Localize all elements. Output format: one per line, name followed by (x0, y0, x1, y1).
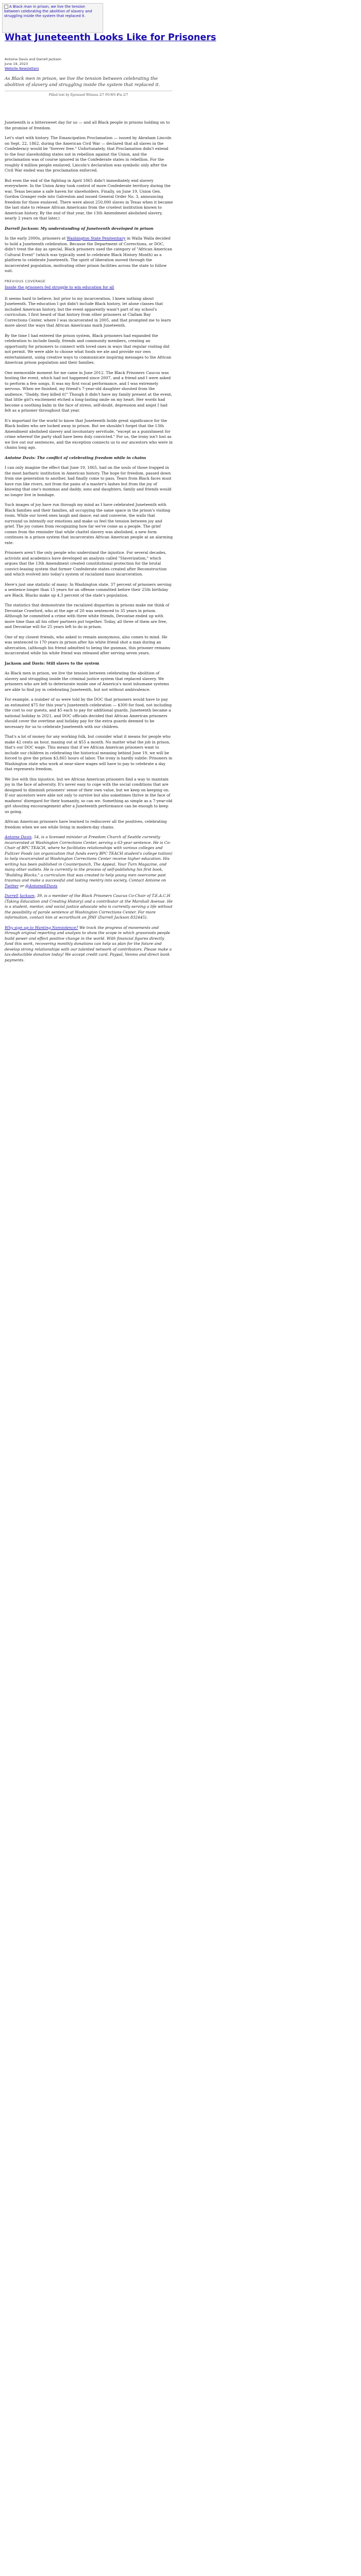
author-bio-davis: Antoine Davis, 54, is a licensed minister at Freedom Church of Seattle currently incarcerated at Washington Corrections Center, serving a 63-year sentence. He is Co-Chair of BPC TEACH, where he facilitates relationships with various colleges and Pulitzer Foods (an organization that funds every BPC TEACH student's college tuition) to help incarcerated at Washington Corrections Center receive higher education. His writing has been published in Counterpunch, The Appeal, Your Turn Magazine, and many other outlets. He is currently in the process of self-publishing his first book, "Building Blocks," a curriculum that was created to help young men overcome past traumas and make a successful and lasting reentry into society. Contact Antoine on Twitter or @AntoineEDavis (5, 835, 173, 888)
bio-davis-handle-link[interactable]: @AntoineEDavis (25, 883, 58, 888)
bio-davis-twitter-link[interactable]: Twitter (5, 883, 19, 888)
newsletter-link[interactable]: Why sign up to Wanting Nonviolence? (5, 925, 78, 930)
broken-image-icon (4, 5, 8, 9)
bio-davis-name-link[interactable]: Antoine Davis (5, 835, 32, 839)
previous-coverage-link[interactable]: Inside the prisoners fed struggle to win education for all (5, 285, 114, 290)
body-paragraph: I can only imagine the effect that June 19, 1865, had on the souls of those trapped in the most barbaric institution in American history. The hope for freedom, passed down from one generation to another, had finally come to pass. Tears from Black faces must have run like rivers, not from the pains of a master's lashes but from the joy of knowing that one's mommas and daddy, sons and daughters, family and friends would no longer live in bondage. (5, 465, 172, 497)
body-paragraph: For example, a number of us were told by the DOC that prisoners would have to pay an estimated $75 for this year's Juneteenth celebration — $300 for food, not including the cost to our guests, and $5 each to pay for additional guards. Juneteenth became a national holiday in 2021, and DOC officials decided that African American prisoners should cover the overtime and holiday pay for the extra guards deemed to be necessary for us to celebrate Juneteenth with our children. (5, 697, 172, 729)
body-paragraph: It's important for the world to know that Juneteenth holds great significance for the Black bodies who are locked away in prison. But we shouldn't forget that the 13th Amendment abolished slavery and involuntary servitude, "except as a punishment for crime whereof the party shall have been duly convicted." For us, the irony isn't lost as we live out our sentences, and the exception connects us to our ancestors who were in chains long ago. (5, 418, 173, 450)
body-paragraph: Prisoners aren't the only people who understand the injustice. For several decades, activists and academics have developed an analysis called "Slaverization," which argues that the 13th Amendment created constitutional protection for the brutal convict-leasing system that former Confederate states created after Reconstruction and which evolved into today's system of racialized mass incarceration. (5, 550, 167, 577)
article-body (5, 120, 173, 968)
previous-coverage-label: PREVIOUS COVERAGE (5, 279, 46, 283)
body-paragraph: The statistics that demonstrate the racialized disparities in prisons make me think of Devontae Crawford, who at the age of 20 was sentenced to 35 years in prison. Although he committed a crime with three white friends, Devontae ended up with more time than all his other partners put together. Today, all three of them are free, and Devontae will for 25 years left to do in prison. (5, 603, 170, 629)
byline-feedback-link[interactable]: Website Newsletters (5, 66, 39, 71)
byline-authors: Antoine Davis and Darrell Jackson (5, 57, 61, 61)
body-paragraph: In the early 2000s, prisoners at Washington State Penitentiary in Walla Walla decided to hold a Juneteenth celebration. Because the Department of Corrections, or DOC, didn't treat the day as special, Black prisoners used the category of "African American Cultural Event" (which was typically used to celebrate Black History Month) as a platform to celebrate Juneteenth. The spirit of liberation moved through the incarcerated population, motivating other prison facilities across the state to follow suit. (5, 236, 172, 273)
pull-quote-text: As Black men in prison, we live the tension between celebrating the abolition of slavery and struggling inside the system that replaced it. (5, 76, 160, 88)
body-paragraph: Such images of joy have run through my mind as I have celebrated Juneteenth with Black families and their families, all occupying the same space in the prison's visiting room. While our loved ones laugh and dance, eat and converse, the walls that surround us intensify our emotions and make us feel the tension between joy and grief. The joy comes from recognizing how far we've come as a people. The grief comes from the reminder that while chattel slavery was abolished, a new form continues in a prison system that incarcerates African American people at an alarming rate. (5, 502, 173, 545)
body-paragraph: Let's start with history. The Emancipation Proclamation — issued by Abraham Lincoln on Sept. 22, 1862, during the American Civil War — declared that all slaves in the Confederacy would be "forever free." Unfortunately, that Proclamation didn't extend to the four slaveholding states not in rebellion against the Union, and the proclamation was of course ignored in the Confederate states in rebellion. For the roughly 4 million people enslaved, Lincoln's declaration was symbolic only after the Civil War ended was the proclamation enforced. (5, 135, 172, 173)
section-heading: Antoine Davis: The conflict of celebrating freedom while in chains (5, 455, 146, 460)
hero-image-alt-text: A Black man in prison, we live the tension between celebrating the abolition of slavery and struggling inside the system that replaced it. (4, 5, 92, 18)
bio-jackson-name-link[interactable]: Darrell Jackson (5, 893, 35, 898)
author-bio-jackson: Darrell Jackson, 39, is a member of the Black Prisoners Caucus Co-Chair of T.E.A.C.H (Taking Education and Creating History) and a contributor at the Marshall Avenue. He is a student, mentor, and social justice advocate who is currently serving a life without the possibility of parole sentence at Washington Corrections Center. For more information, contact him at wcrarthurk on JPAY (Darrell Jackson 832445). (5, 893, 173, 920)
pull-quote-attribution: Pilled text by Epressed Witness 2/7 F0:W0 #\n 2/7 (48, 93, 128, 97)
section-heading: Jackson and Davis: Still slaves to the system (5, 660, 100, 666)
body-paragraph: One of my closest friends, who asked to remain anonymous, also comes to mind. He was sentenced to 170 years in prison after his white friend shot a man during an altercation, (although his friend admitted to being the gunman, this prisoner remains incarcerated while his white friend was released after serving seven years. (5, 634, 170, 655)
body-paragraph: One memorable moment for me came in June 2012. The Black Prisoners Caucus was hosting the event, which had not happened since 2007, and a friend and I were asked to perform a few songs. It was my first vocal performance, and I was extremely nervous. When we finished, my friend's 7-year-old daughter shouted from the audience, "Daddy, they killed it!" Though it didn't have my family present at the event, that little girl's excitement etched a long-lasting smile on my heart. Her words had become a soothing balm in the face of stress, self-doubt, depression and angst I had felt as a prisoner throughout that year. (5, 370, 172, 413)
body-paragraph: By the time I had entered the prison system, Black prisoners had expanded the celebration to include family, friends and community members, creating an opportunity for prisoners to connect with loved ones in ways that regular visiting did not permit. We were able to choose what foods we ate and provide our own entertainment, using creative ways to communicate inspiring messages to the African American prison population and their families. (5, 333, 172, 365)
byline-date: June 19, 2023 (5, 62, 28, 66)
body-paragraph: That's a lot of money for any working folk, but consider what it means for people who make 42 cents an hour, maxing out at $55 a month. No matter what the job in prison, that's our DOC wage. This means that if we African American prisoners want to include our children in celebrating the historical meaning behind June 19, we will be forced to give the prison $3,865 hours of labor. The irony is hardly subtle: Prisoners in Washington state who work at near-slave wages will have to pay to celebrate a day that represents freedom. (5, 734, 173, 771)
byline (5, 57, 159, 71)
body-paragraph: As Black men in prison, we live the tension between celebrating the abolition of slavery and struggling inside the criminal justice system that replaced slavery. We prisoners who are left to deteriorate inside one of America's most inhumane systems are able to find joy in celebrating Juneteenth, but not without ambivalence. (5, 671, 169, 692)
body-paragraph: African American prisoners have learned to rediscover all the positives, celebrating freedom when we see while living in modern-day chains. (5, 819, 167, 829)
section-heading: Darrell Jackson: My understanding of Juneteenth developed in prison (5, 226, 154, 231)
article-title[interactable]: What Juneteenth Looks Like for Prisoners (5, 32, 217, 43)
body-paragraph: We live with this injustice, but we African American prisoners find a way to maintain joy in the face of adversity. It's never easy to cope with the social conditions that are designed to diminish prisoners' sense of their own value, but we keep on keeping on. If our ancestors were able not only to survive but also sometimes thrive in the face of madness' disregard for their humanity, so can we. Something as simple as a 7-year-old girl shouting encouragement after a Juneteenth performance can be enough to keep us going. (5, 776, 173, 814)
wsp-link[interactable]: Washington State Penitentiary (67, 236, 126, 241)
body-paragraph: But even the end of the fighting in April 1865 didn't immediately end slavery everywhere. In the Union Army took control of more Confederate territory during the war, Texas became a safe haven for slaveholders. Finally, on June 19, Union Gen. Gordon Granger rode into Galveston and issued General Order No. 3, announcing freedom for those enslaved. There were about 250,000 slaves in Texas when it became the last state to release African Americans from the cruelest institution known to American history. By the end of that year, the 13th Amendment abolished slavery, nearly 2 years on that later.) (5, 178, 173, 221)
body-paragraph: Here's just one statistic of many: In Washington state, 37 percent of prisoners serving a sentence longer than 15 years for an offense committed before their 25th birthday are Black. Blacks make up 4.3 percent of the state's population. (5, 582, 172, 598)
body-paragraph: It seems hard to believe, but prior to my incarceration, I knew nothing about Juneteenth. The education I got didn't include Black history, let alone classes that included American history, but the event apparently wasn't part of my school's curriculum. I first heard of that history from other prisoners at Clallam Bay Corrections Center, where I was incarcerated in 2005, and that prompted me to learn more about the ways that African Americans mark Juneteenth. (5, 296, 171, 328)
newsletter-appeal: Why sign up to Wanting Nonviolence? We track the progress of movements and through original reporting and analysis to show the scope in which grassroots people build power and effect positive change in the world. With financial figures directly fund this work, recovering monthly donations can help us plan for the future and develop strong relationships with our talented network of contributors. Please make a tax-deductible donation today! We accept credit card, Paypal, Venmo and direct bank payments. (5, 925, 172, 962)
hero-image[interactable] (2, 3, 103, 33)
body-paragraph: Juneteenth is a bittersweet day for us — and all Black people in prisons holding on to the promise of freedom. (5, 120, 170, 130)
pull-quote (5, 75, 172, 97)
